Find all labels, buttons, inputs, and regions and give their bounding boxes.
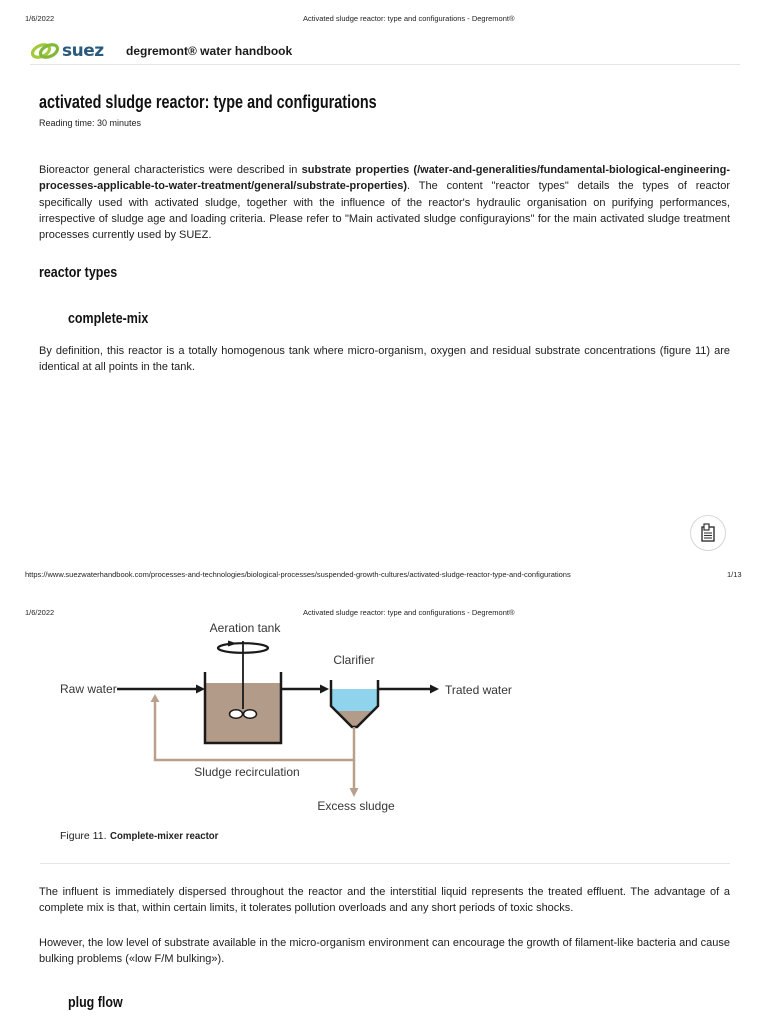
suez-swirl-logo-icon [30,41,60,61]
print-doc-title-page2: Activated sludge reactor: type and configurations - Degremont® [303,608,515,617]
substrate-properties-link[interactable]: substrate properties (/water-and-generalities/fundamental-biological-engineering-processes-applicable-to-water-treatment/general/substrate-properties) [39,164,731,193]
subsection-heading-plug-flow: plug flow [68,994,123,1011]
complete-mix-advantage-paragraph: The influent is immediately dispersed throughout the reactor and the interstitial liquid represents the treated effluent. The advantage of a complete mix is that, within certain limits, it tolerates pollution overloads and any short periods of toxic shocks. [39,886,730,915]
page-title-wrap [39,91,461,113]
label-treated-water: Trated water [445,683,512,697]
tank-to-clarifier-arrow-head [320,685,329,694]
figure-divider [40,863,730,864]
clarifier-water [332,689,377,711]
plug-flow-heading-wrap [68,994,134,1012]
figure-caption-title: Complete-mixer reactor [109,830,218,842]
impeller-blade-right [244,710,257,719]
reading-time: Reading time: 30 minutes [39,118,142,128]
label-raw-water: Raw water [60,682,117,696]
intro-paragraph [39,162,730,243]
logo-text: suez [62,41,104,61]
site-name-link[interactable]: degremont® water handbook [126,44,293,58]
print-footer-url: https://www.suezwaterhandbook.com/processes-and-technologies/biological-processes/suspended-growth-cultures/activated-sludge-reactor-type-and-configurations [25,570,571,579]
excess-sludge-arrow-head [350,788,359,797]
sludge-recirculation-arrow-head [151,694,160,702]
intro-text-before: Bioreactor general characteristics were described in [39,164,302,176]
header-divider [30,64,740,65]
complete-mix-bulking-paragraph: However, the low level of substrate available in the micro-organism environment can encourage the growth of filament-like bacteria and cause bulking problems («low F/M bulking»). [39,937,730,966]
print-date-page2: 1/6/2022 [25,608,55,617]
figure-caption [60,830,227,842]
section-heading-wrap [39,264,133,282]
raw-water-arrow-head [196,685,205,694]
section-heading-reactor-types: reactor types [39,264,118,281]
intro-text-after: . The content "reactor types" details the types of reactor specifically used with activated sludge, together with the influence of the reactor's hydraulic organisation on purifying performances, irrespective of sludge age and loading criteria. Please refer to "Main activated sludge configurayions" for the main activated sludge treatment processes currently used by SUEZ. [39,180,730,241]
impeller-blade-left [230,710,243,719]
rotor-arrow-head [228,641,237,647]
document-icon [700,523,716,543]
subsection-heading-complete-mix: complete-mix [68,310,149,327]
figure-caption-prefix: Figure 11. [60,830,107,842]
subsection-heading-wrap [68,310,165,328]
print-page-number: 1/13 [727,570,742,579]
complete-mix-paragraph: By definition, this reactor is a totally homogenous tank where micro-organism, oxygen and residual substrate concentrations (figure 11) are identical at all points in the tank. [39,345,730,374]
label-clarifier: Clarifier [333,653,375,667]
label-aeration-tank: Aeration tank [209,621,281,635]
page-title: activated sludge reactor: type and configurations [39,92,377,112]
document-button[interactable] [690,515,726,551]
treated-water-arrow-head [430,685,439,694]
print-date: 1/6/2022 [25,14,55,23]
label-excess-sludge: Excess sludge [317,799,395,813]
label-sludge-recirculation: Sludge recirculation [194,765,300,779]
suez-logo-link[interactable] [30,41,104,61]
print-doc-title: Activated sludge reactor: type and configurations - Degremont® [303,14,515,23]
complete-mix-diagram [0,615,768,820]
